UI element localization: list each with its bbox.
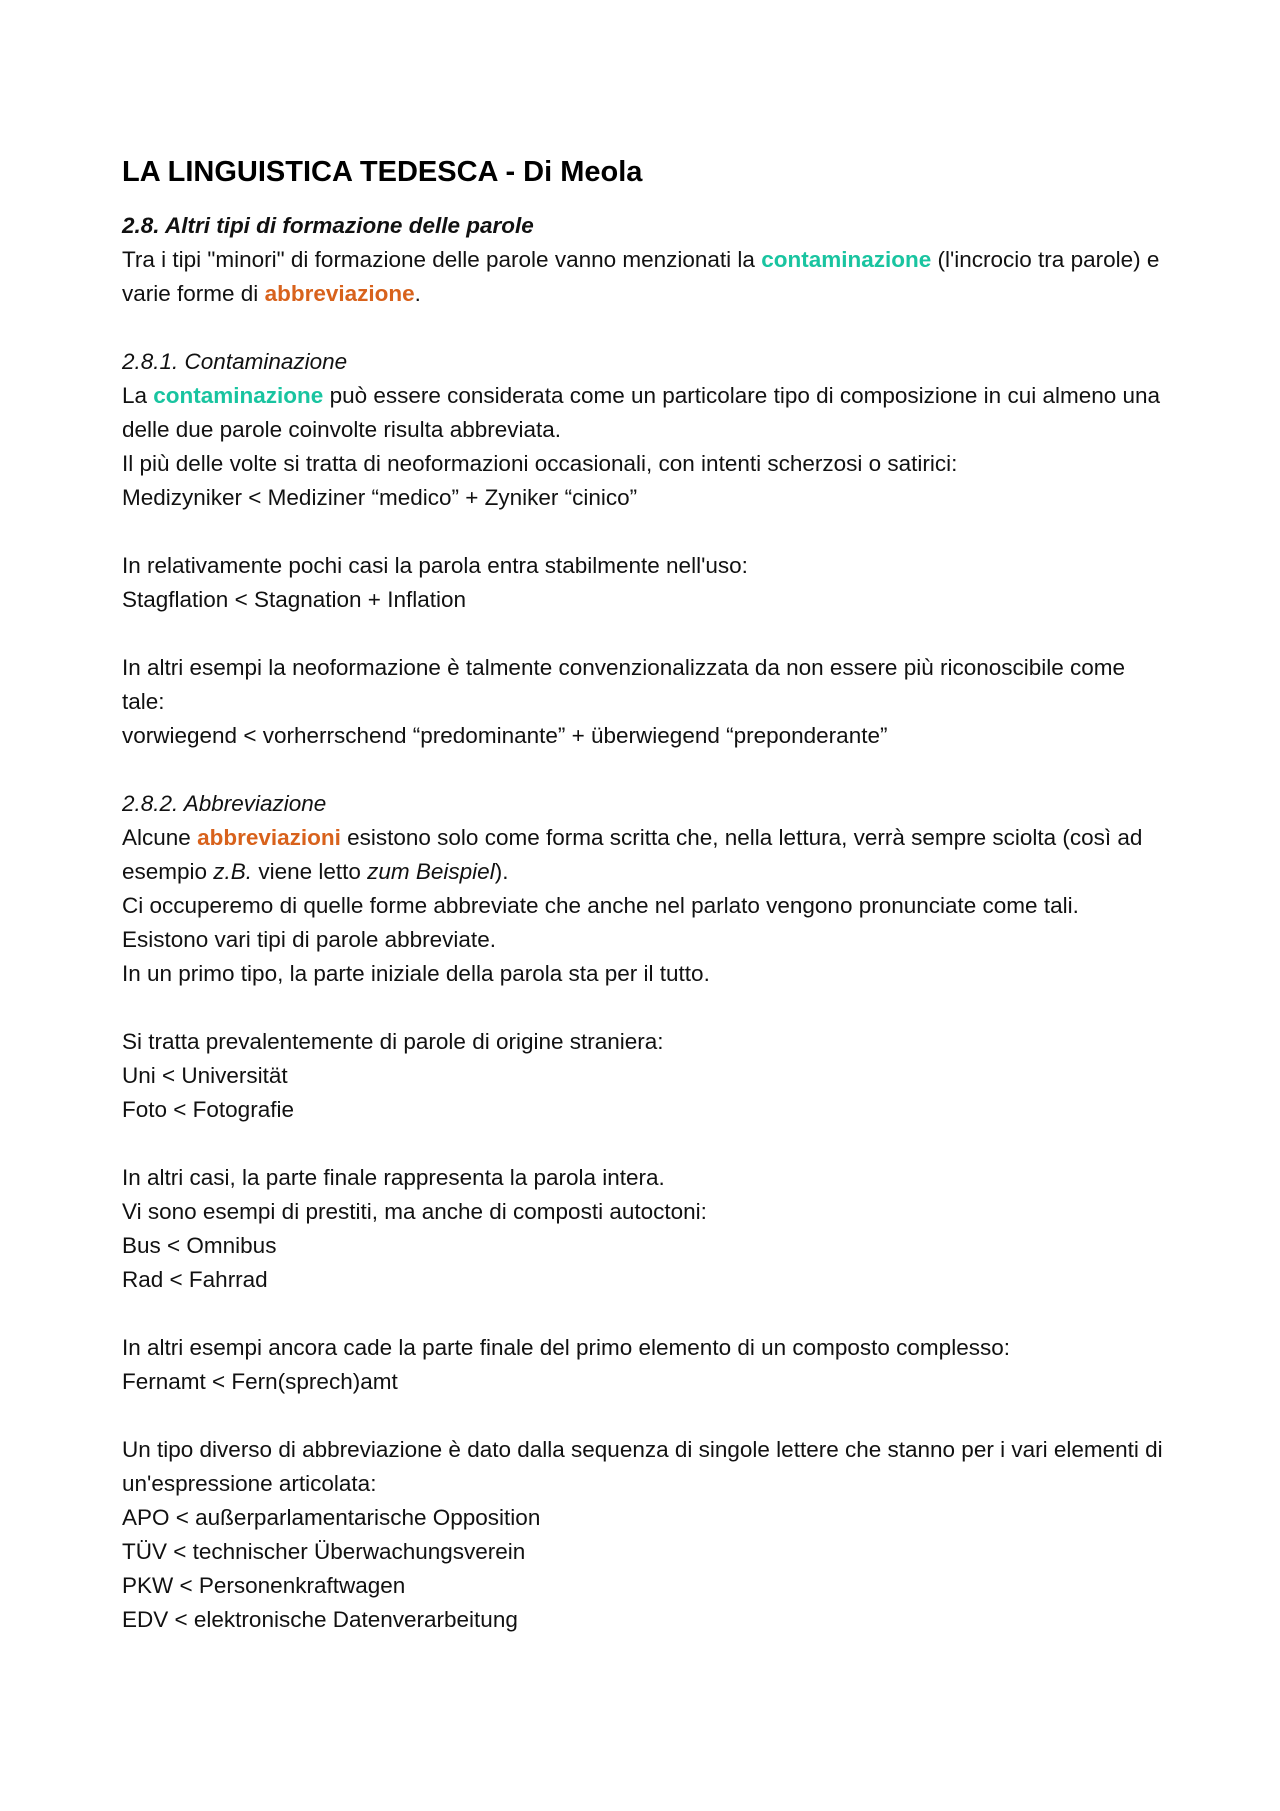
keyword-abbreviazione: abbreviazione bbox=[264, 281, 415, 306]
paragraph: Esistono vari tipi di parole abbreviate. bbox=[122, 927, 496, 952]
keyword-contaminazione: contaminazione bbox=[761, 247, 932, 272]
spacer bbox=[122, 617, 1172, 651]
spacer bbox=[122, 515, 1172, 549]
keyword-abbreviazioni: abbreviazioni bbox=[197, 825, 341, 850]
example-line: Uni < Universität bbox=[122, 1063, 288, 1088]
text: ). bbox=[494, 859, 509, 884]
paragraph: Il più delle volte si tratta di neoformazioni occasionali, con intenti scherzosi o satirici: bbox=[122, 451, 958, 476]
example-line: Rad < Fahrrad bbox=[122, 1267, 268, 1292]
example-line: Bus < Omnibus bbox=[122, 1233, 277, 1258]
italic-term: z.B. bbox=[213, 859, 253, 884]
section-heading-2-8-1: 2.8.1. Contaminazione bbox=[122, 349, 348, 374]
paragraph: In altri casi, la parte finale rappresenta la parola intera. bbox=[122, 1165, 665, 1190]
text: esistono solo come forma scritta che, nella lettura, verrà sempre sciolta (così ad esempio bbox=[122, 825, 1143, 884]
section-heading-2-8: 2.8. Altri tipi di formazione delle parole bbox=[122, 213, 534, 238]
paragraph: In un primo tipo, la parte iniziale della parola sta per il tutto. bbox=[122, 961, 710, 986]
paragraph: In altri esempi la neoformazione è talmente convenzionalizzata da non essere più riconoscibile come tale: bbox=[122, 655, 1126, 714]
example-line: vorwiegend < vorherrschend “predominante” + überwiegend “preponderante” bbox=[122, 723, 888, 748]
paragraph: Si tratta prevalentemente di parole di origine straniera: bbox=[122, 1029, 664, 1054]
document-page bbox=[122, 152, 1172, 1637]
spacer bbox=[122, 1399, 1172, 1433]
paragraph: Ci occuperemo di quelle forme abbreviate che anche nel parlato vengono pronunciate come tali. bbox=[122, 893, 1079, 918]
text: . bbox=[414, 281, 421, 306]
example-line: EDV < elektronische Datenverarbeitung bbox=[122, 1607, 518, 1632]
paragraph bbox=[122, 821, 1172, 889]
page-title: LA LINGUISTICA TEDESCA - Di Meola bbox=[122, 156, 643, 188]
text: (l'incrocio tra parole) e varie forme di bbox=[122, 247, 1160, 306]
spacer bbox=[122, 991, 1172, 1025]
spacer bbox=[122, 753, 1172, 787]
paragraph: Vi sono esempi di prestiti, ma anche di composti autoctoni: bbox=[122, 1199, 707, 1224]
italic-term: zum Beispiel bbox=[367, 859, 495, 884]
example-line: Fernamt < Fern(sprech)amt bbox=[122, 1369, 398, 1394]
example-line: TÜV < technischer Überwachungsverein bbox=[122, 1539, 526, 1564]
text: Tra i tipi "minori" di formazione delle parole vanno menzionati la bbox=[122, 247, 762, 272]
paragraph: Un tipo diverso di abbreviazione è dato dalla sequenza di singole lettere che stanno per i vari elementi di un'espressione articolata: bbox=[122, 1437, 1163, 1496]
keyword-contaminazione: contaminazione bbox=[153, 383, 324, 408]
paragraph: In altri esempi ancora cade la parte finale del primo elemento di un composto complesso: bbox=[122, 1335, 1010, 1360]
example-line: Medizyniker < Mediziner “medico” + Zyniker “cinico” bbox=[122, 485, 638, 510]
text: viene letto bbox=[252, 859, 368, 884]
paragraph: In relativamente pochi casi la parola entra stabilmente nell'uso: bbox=[122, 553, 748, 578]
text: può essere considerata come un particolare tipo di composizione in cui almeno una delle due parole coinvolte risulta abbreviata. bbox=[122, 383, 1161, 442]
example-line: PKW < Personenkraftwagen bbox=[122, 1573, 406, 1598]
example-line: Stagflation < Stagnation + Inflation bbox=[122, 587, 467, 612]
paragraph bbox=[122, 243, 1172, 311]
paragraph bbox=[122, 379, 1172, 447]
example-line: Foto < Fotografie bbox=[122, 1097, 294, 1122]
example-line: APO < außerparlamentarische Opposition bbox=[122, 1505, 541, 1530]
section-heading-2-8-2: 2.8.2. Abbreviazione bbox=[122, 791, 327, 816]
spacer bbox=[122, 1127, 1172, 1161]
text: Alcune bbox=[122, 825, 198, 850]
text: La bbox=[122, 383, 154, 408]
spacer bbox=[122, 1297, 1172, 1331]
spacer bbox=[122, 311, 1172, 345]
